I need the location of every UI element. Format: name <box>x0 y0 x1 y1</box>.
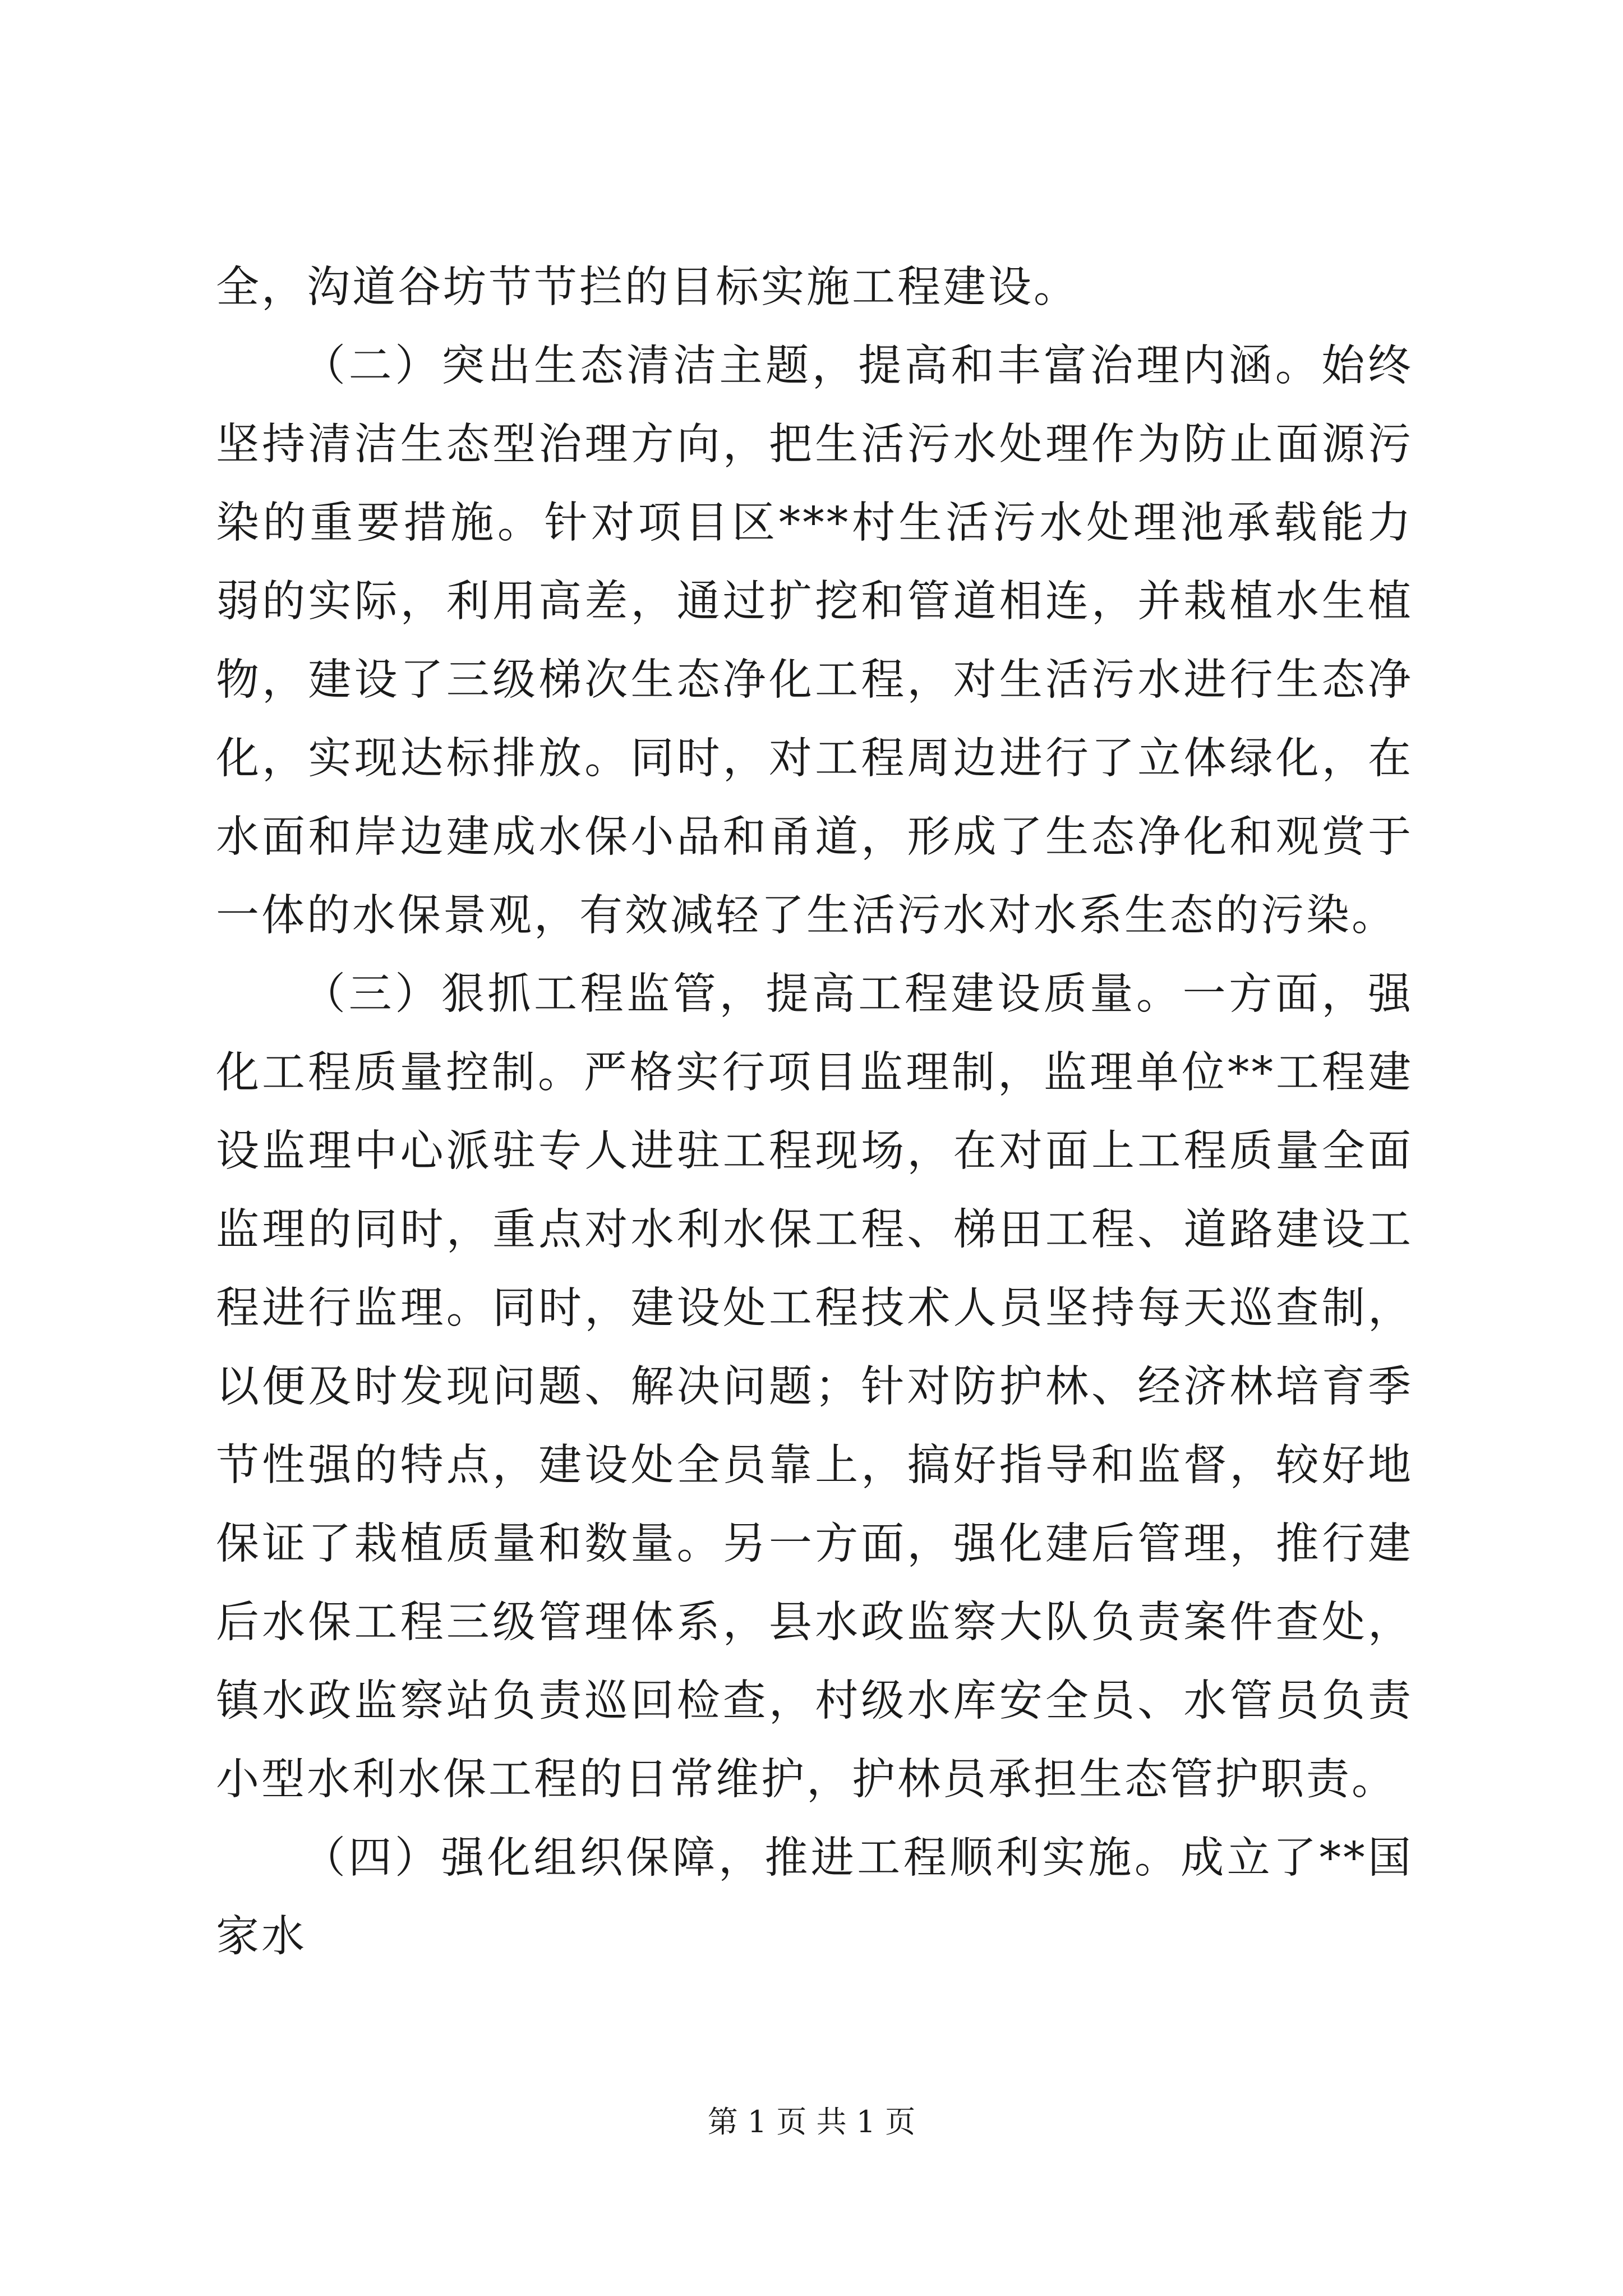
page-footer: 第 1 页 共 1 页 <box>707 2104 916 2139</box>
paragraph-4: （四）强化组织保障，推进工程顺利实施。成立了**国家水 <box>216 1833 1413 1962</box>
paragraph-2: （二）突出生态清洁主题，提高和丰富治理内涵。始终坚持清洁生态型治理方向，把生活污水处理作为防止面源污染的重要措施。针对项目区***村生活污水处理池承载能力弱的实际，利用高差，通过扩挖和管道相连，并栽植水生植物，建设了三级梯次生态净化工程，对生活污水进行生态净化，实现达标排放。同时，对工程周边进行了立体绿化，在水面和岸边建成水保小品和甬道，形成了生态净化和观赏于一体的水保景观，有效减轻了生活污水对水系生态的污染。 <box>216 341 1413 941</box>
document-body <box>216 249 1413 1976</box>
paragraph-1: 全，沟道谷坊节节拦的目标实施工程建设。 <box>216 263 1079 312</box>
paragraph-3: （三）狠抓工程监管，提高工程建设质量。一方面，强化工程质量控制。严格实行项目监理制，监理单位**工程建设监理中心派驻专人进驻工程现场，在对面上工程质量全面监理的同时，重点对水利水保工程、梯田工程、道路建设工程进行监理。同时，建设处工程技术人员坚持每天巡查制，以便及时发现问题、解决问题；针对防护林、经济林培育季节性强的特点，建设处全员靠上，搞好指导和监督，较好地保证了栽植质量和数量。另一方面，强化建后管理，推行建后水保工程三级管理体系，县水政监察大队负责案件查处，镇水政监察站负责巡回检查，村级水库安全员、水管员负责小型水利水保工程的日常维护，护林员承担生态管护职责。 <box>216 969 1413 1805</box>
